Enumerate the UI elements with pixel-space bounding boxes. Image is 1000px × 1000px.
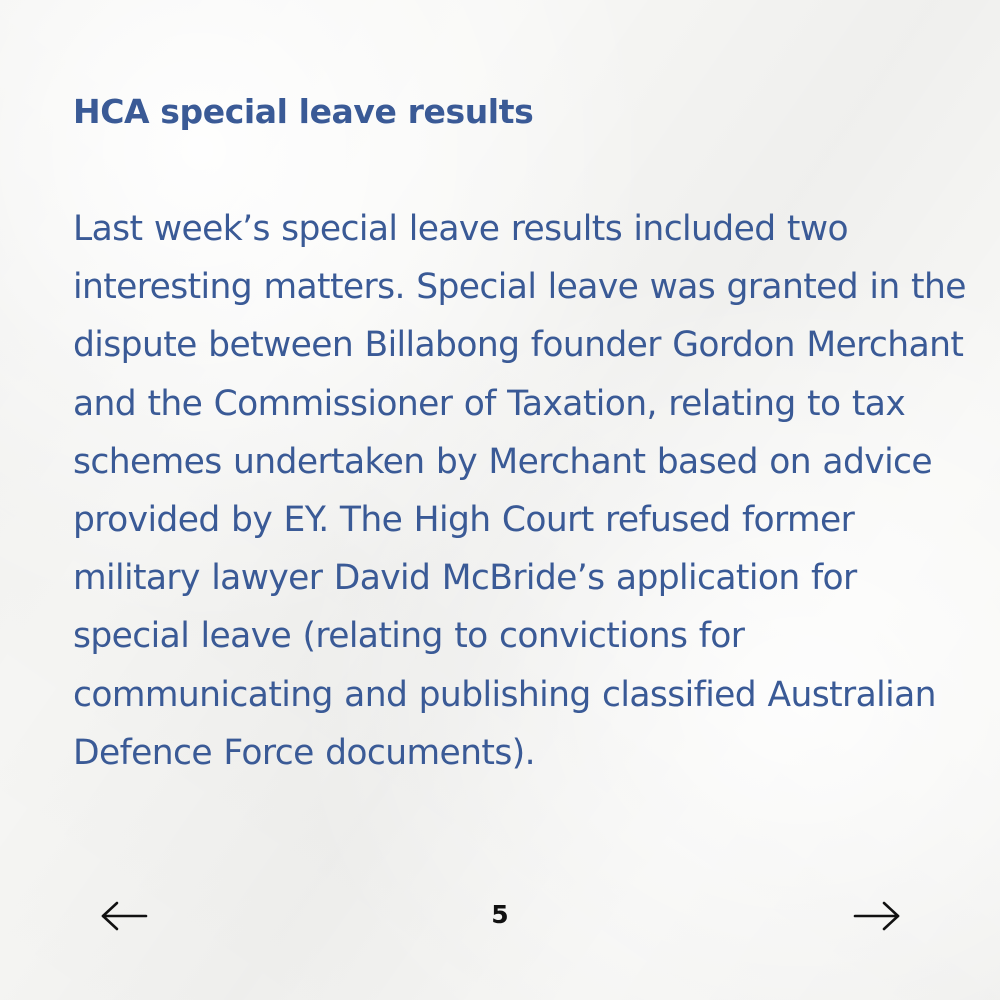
arrow-left-icon bbox=[100, 901, 148, 931]
page-number: 5 bbox=[491, 900, 509, 929]
next-slide-button[interactable] bbox=[851, 892, 903, 940]
slide-body-text: Last week’s special leave results included two interesting matters. Special leave was granted in the dispute between Billabong founder Gordon Merchant and the Commissioner of Taxation, relating to tax schemes undertaken by Merchant based on advice provided by EY. The High Court refused former military lawyer David McBride’s application for special leave (relating to convictions for communicating and publishing classified Australian Defence Force documents). bbox=[73, 209, 966, 773]
arrow-right-icon bbox=[853, 901, 901, 931]
slide-title: HCA special leave results bbox=[73, 92, 534, 131]
previous-slide-button[interactable] bbox=[98, 892, 150, 940]
